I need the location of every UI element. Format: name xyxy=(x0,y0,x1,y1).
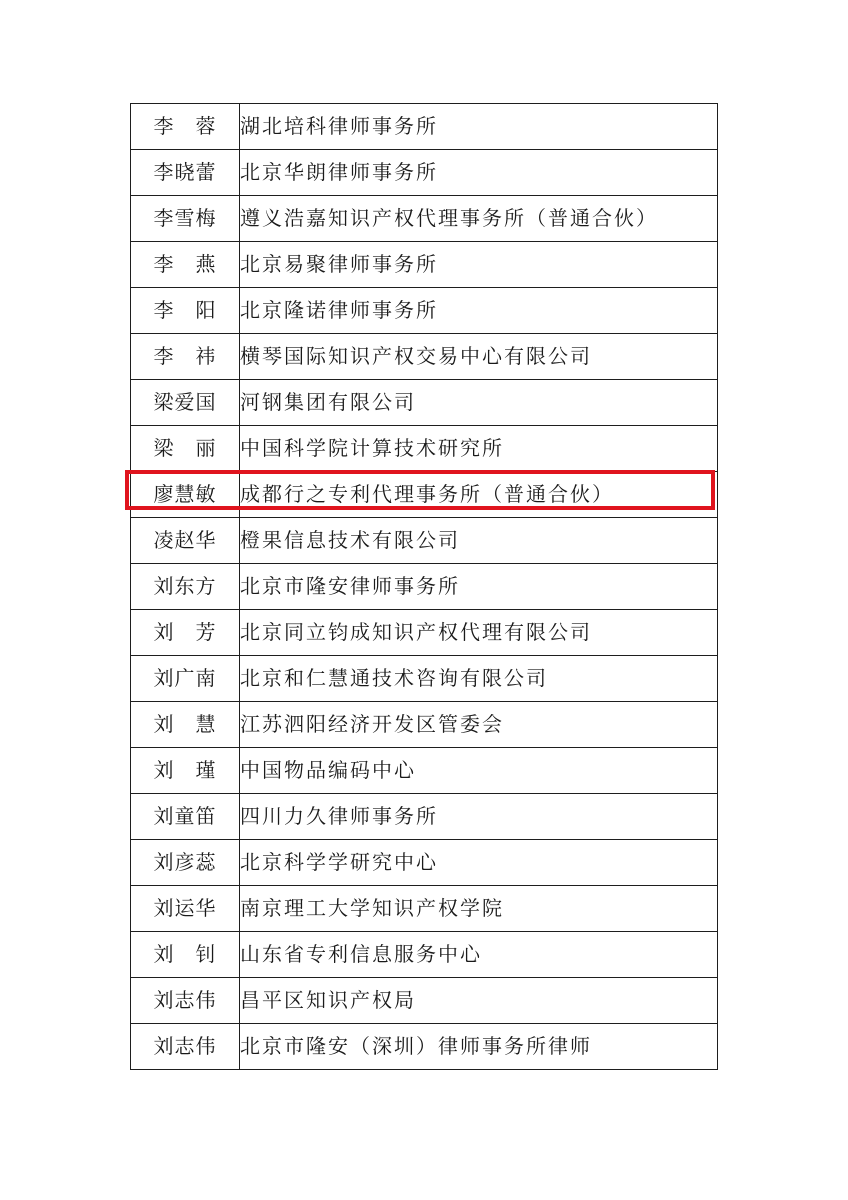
person-name: 刘东方 xyxy=(131,564,240,610)
table-row-highlighted xyxy=(131,472,718,518)
person-name: 刘童笛 xyxy=(131,794,240,840)
organization-name: 山东省专利信息服务中心 xyxy=(240,932,718,978)
person-name: 李晓蕾 xyxy=(131,150,240,196)
table-row xyxy=(131,610,718,656)
organization-name: 横琴国际知识产权交易中心有限公司 xyxy=(240,334,718,380)
organization-name: 遵义浩嘉知识产权代理事务所（普通合伙） xyxy=(240,196,718,242)
organization-name: 北京同立钧成知识产权代理有限公司 xyxy=(240,610,718,656)
person-name: 刘志伟 xyxy=(131,1024,240,1070)
organization-name: 昌平区知识产权局 xyxy=(240,978,718,1024)
table-row xyxy=(131,932,718,978)
organization-name: 北京和仁慧通技术咨询有限公司 xyxy=(240,656,718,702)
person-name: 刘彦蕊 xyxy=(131,840,240,886)
person-name: 梁爱国 xyxy=(131,380,240,426)
table-row xyxy=(131,150,718,196)
person-name: 刘 瑾 xyxy=(131,748,240,794)
person-name: 刘 芳 xyxy=(131,610,240,656)
table-row xyxy=(131,242,718,288)
table-row xyxy=(131,334,718,380)
organization-name: 北京市隆安律师事务所 xyxy=(240,564,718,610)
roster-table xyxy=(130,103,718,1070)
table-row xyxy=(131,1024,718,1070)
organization-name: 湖北培科律师事务所 xyxy=(240,104,718,150)
person-name: 李 燕 xyxy=(131,242,240,288)
table-row xyxy=(131,564,718,610)
organization-name: 南京理工大学知识产权学院 xyxy=(240,886,718,932)
person-name: 凌赵华 xyxy=(131,518,240,564)
roster-table-body xyxy=(131,104,718,1070)
person-name: 李雪梅 xyxy=(131,196,240,242)
organization-name: 北京华朗律师事务所 xyxy=(240,150,718,196)
table-row xyxy=(131,748,718,794)
organization-name: 北京隆诺律师事务所 xyxy=(240,288,718,334)
person-name: 刘运华 xyxy=(131,886,240,932)
person-name: 刘 钊 xyxy=(131,932,240,978)
person-name: 梁 丽 xyxy=(131,426,240,472)
organization-name: 江苏泗阳经济开发区管委会 xyxy=(240,702,718,748)
table-row xyxy=(131,656,718,702)
roster-sheet xyxy=(130,103,718,1070)
table-row xyxy=(131,840,718,886)
table-row xyxy=(131,978,718,1024)
table-row xyxy=(131,104,718,150)
person-name: 李 阳 xyxy=(131,288,240,334)
organization-name: 北京易聚律师事务所 xyxy=(240,242,718,288)
person-name: 刘志伟 xyxy=(131,978,240,1024)
organization-name: 河钢集团有限公司 xyxy=(240,380,718,426)
organization-name: 中国科学院计算技术研究所 xyxy=(240,426,718,472)
organization-name: 四川力久律师事务所 xyxy=(240,794,718,840)
organization-name: 成都行之专利代理事务所（普通合伙） xyxy=(240,472,718,518)
person-name: 刘广南 xyxy=(131,656,240,702)
table-row xyxy=(131,288,718,334)
organization-name: 中国物品编码中心 xyxy=(240,748,718,794)
table-row xyxy=(131,426,718,472)
person-name: 刘 慧 xyxy=(131,702,240,748)
table-row xyxy=(131,196,718,242)
table-row xyxy=(131,702,718,748)
organization-name: 北京市隆安（深圳）律师事务所律师 xyxy=(240,1024,718,1070)
table-row xyxy=(131,886,718,932)
organization-name: 橙果信息技术有限公司 xyxy=(240,518,718,564)
person-name: 李 蓉 xyxy=(131,104,240,150)
person-name: 李 祎 xyxy=(131,334,240,380)
person-name: 廖慧敏 xyxy=(131,472,240,518)
table-row xyxy=(131,380,718,426)
table-row xyxy=(131,794,718,840)
organization-name: 北京科学学研究中心 xyxy=(240,840,718,886)
table-row xyxy=(131,518,718,564)
